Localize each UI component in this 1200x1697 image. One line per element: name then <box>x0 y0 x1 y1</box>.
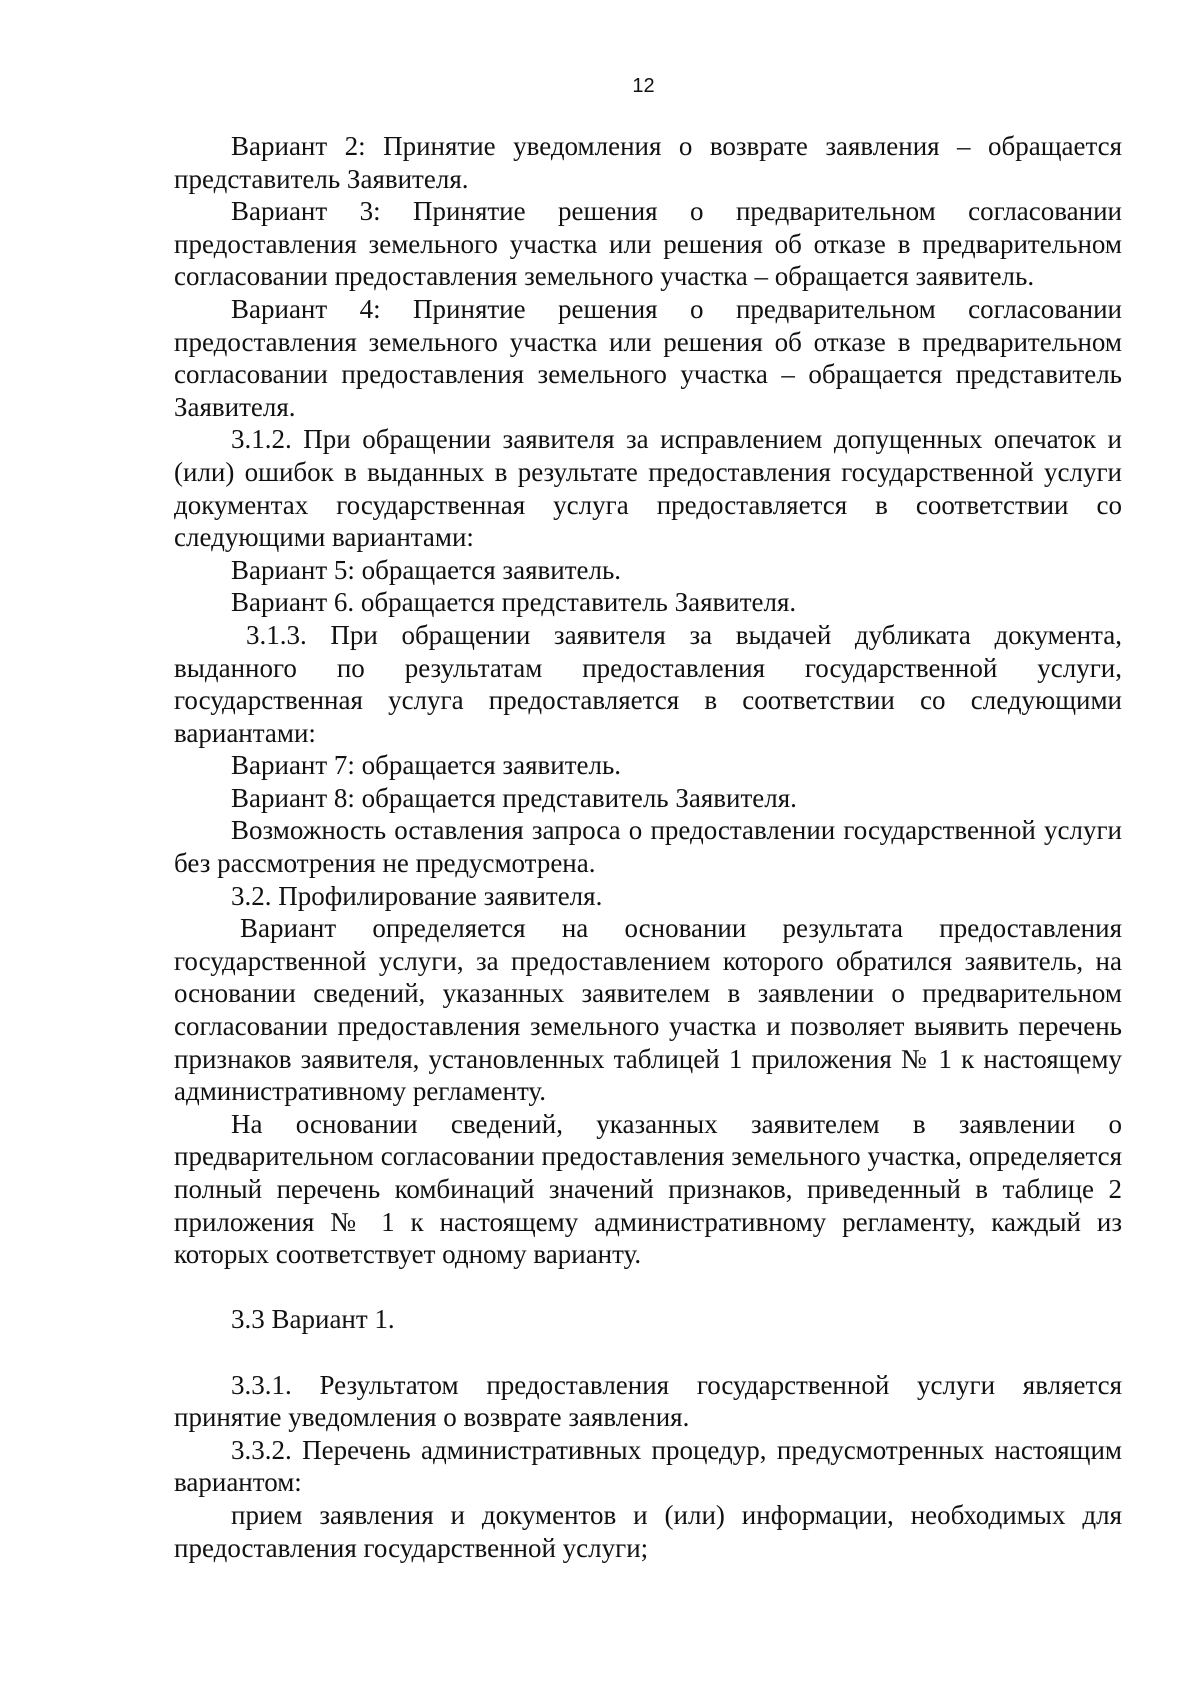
paragraph-variant-7: Вариант 7: обращается заявитель. <box>231 750 622 781</box>
heading-3-2-profiling: 3.2. Профилирование заявителя. <box>231 880 603 911</box>
paragraph-variant-4: Вариант 4: Принятие решения о предварительном согласовании предоставления земельного участка или решения об отказе в предварительном согласовании предоставления земельного участка – обращается представитель Заявителя. <box>174 293 1122 422</box>
spacer <box>174 1271 1122 1304</box>
paragraph-variant-2: Вариант 2: Принятие уведомления о возврате заявления – обращается представитель Заявителя. <box>174 131 1122 194</box>
paragraph-3-3-1: 3.3.1. Результатом предоставления государственной услуги является принятие уведомления о возврате заявления. <box>174 1369 1122 1433</box>
paragraph-variant-3: Вариант 3: Принятие решения о предварительном согласовании предоставления земельного участка или решения об отказе в предварительном согласовании предоставления земельного участка – обращается заявитель. <box>174 196 1122 292</box>
paragraph-procedure-intake: прием заявления и документов и (или) информации, необходимых для предоставления государственной услуги; <box>174 1499 1122 1563</box>
paragraph-variant-6: Вариант 6. обращается представитель Заявителя. <box>231 587 797 618</box>
paragraph-no-dismissal: Возможность оставления запроса о предоставлении государственной услуги без рассмотрения не предусмотрена. <box>174 815 1122 879</box>
paragraph-variant-8: Вариант 8: обращается представитель Заявителя. <box>231 782 797 813</box>
paragraph-3-1-2: 3.1.2. При обращении заявителя за исправлением допущенных опечаток и (или) ошибок в выданных в результате предоставления государственной услуги документах государственная услуга предоставляется в соответствии со следующими вариантами: <box>174 424 1122 553</box>
page-number: 12 <box>632 75 655 97</box>
paragraph-3-1-3: 3.1.3. При обращении заявителя за выдачей дубликата документа, выданного по результатам предоставления государственной услуги, государственная услуга предоставляется в соответствии со следующими вариантами: <box>174 619 1122 748</box>
document-body <box>174 130 1122 1564</box>
paragraph-3-3-2: 3.3.2. Перечень административных процедур, предусмотренных настоящим вариантом: <box>174 1434 1122 1498</box>
paragraph-variant-determination: Вариант определяется на основании результата предоставления государственной услуги, за предоставлением которого обратился заявитель, на основании сведений, указанных заявителем в заявлении о предварительном согласовании предоставления земельного участка и позволяет выявить перечень признаков заявителя, установленных таблицей 1 приложения № 1 к настоящему административному регламенту. <box>174 913 1122 1107</box>
paragraph-combinations: На основании сведений, указанных заявителем в заявлении о предварительном согласовании предоставления земельного участка, определяется полный перечень комбинаций значений признаков, приведенный в таблице 2 приложения № 1 к настоящему административному регламенту, каждый из которых соответствует одному варианту. <box>174 1108 1122 1270</box>
paragraph-variant-5: Вариант 5: обращается заявитель. <box>231 554 622 585</box>
heading-3-3-variant-1: 3.3 Вариант 1. <box>231 1304 395 1335</box>
spacer <box>174 1336 1122 1369</box>
